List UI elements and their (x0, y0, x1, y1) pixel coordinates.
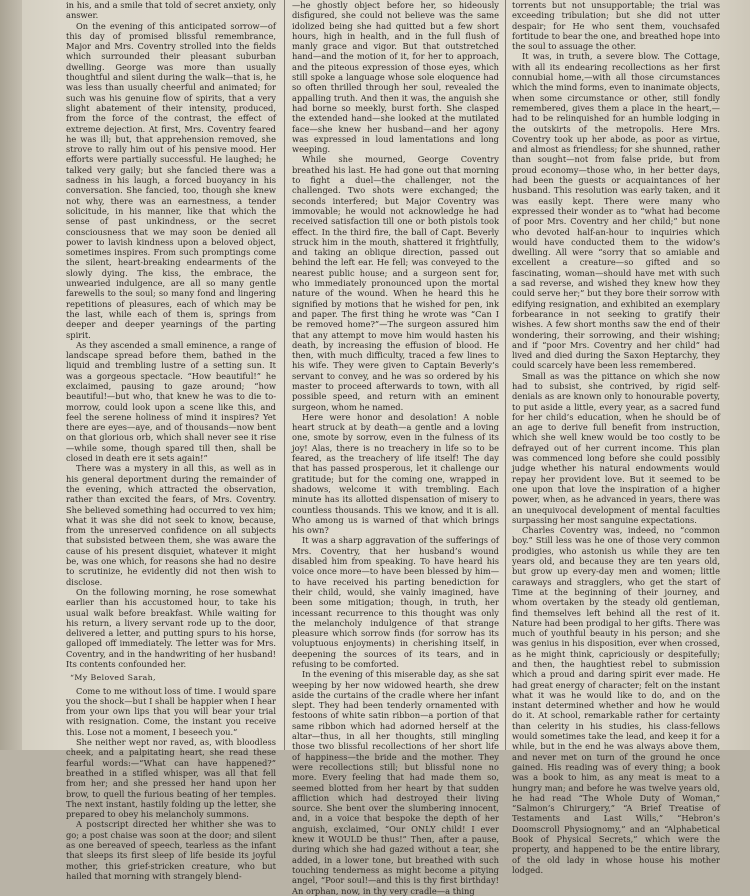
paragraph: There was a mystery in all this, as well as in his general deportment during the remainder of the evening, which attracted the observation, rather than excited the fears, of Mrs. Coventry. She believed something had occurred to vex him; what it was she did not seek to know, because, from the unreserved confidence on all subjects that subsisted between them, she was aware the cause of his present disquiet, whatever it might be, was one which, for reasons she had no desire to scrutinize, he evidently did not then wish to disclose. (66, 463, 276, 587)
text-column-2 (292, 0, 499, 896)
page-gutter-shadow (0, 0, 22, 750)
paragraph: While she mourned, George Coventry breathed his last. He had gone out that morning to fight a duel—the challenger, not the challenged. Two shots were exchanged; the seconds interfered; but Major Coventry was immovable; he would not acknowledge he had received satisfaction till one or both pistols took effect. In the third fire, the ball of Capt. Beverly struck him in the mouth, shattered it frightfully, and taking an oblique direction, passed out behind the left ear. He fell; was conveyed to the nearest public house; and a surgeon sent for, who immediately pronounced upon the mortal nature of the wound. When he heard this he signified by motions that he wished for pen, ink and paper. The first thing he wrote was “Can I be removed home?”—The surgeon assured him that any attempt to move him would hasten his death, by increasing the effusion of blood. He then, with much difficulty, traced a few lines to his wife. They were given to Captain Beverly’s servant to convey, and he was so ordered by his master to proceed afterwards to town, with all possible speed, and return with an eminent surgeon, whom he named. (292, 154, 499, 412)
paragraph: Small as was the pittance on which she now had to subsist, she contrived, by rigid self-denials as are known only to honourable poverty, to put aside a little, every year, as a sacred fund for her child’s education, when he should be of an age to derive full benefit from instruction, which she well knew would be too costly to be defrayed out of her current income. This plan was commenced long before she could possibly judge whether his natural endowments would repay her provident love. But it seemed to be one upon that love the inspiration of a higher power, when, as he advanced in years, there was an unequivocal development of mental faculties surpassing her most sanguine expectations. (512, 370, 720, 525)
paragraph: She neither wept nor raved, as, with bloodless cheek, and a palpitating heart, she read these fearful words:—“What can have happened?” breathed in a stifled whisper, was all that fell from her; and she pressed her hand upon her brow, to quell the furious beating of her temples. The next instant, hastily folding up the letter, she prepared to obey his melancholy summons. (66, 737, 276, 820)
paragraph: It was, in truth, a severe blow. The Cottage, with all its endearing recollections as her first connubial home,—with all those circumstances which the mind forms, even to inanimate objects, when some circumstance or other, still fondly remembered, gives them a place in the heart,—had to be relinquished for an humble lodging in the outskirts of the metropolis. Here Mrs. Coventry took up her abode, as poor as virtue, and almost as friendless; for she shunned, rather than sought—not from false pride, but from proud economy—those who, in her better days, had been the guests or acquaintances of her husband. This resolution was early taken, and it was easily kept. There were many who expressed their wonder as to “what had become of poor Mrs. Coventry and her child;” but none who devoted half-an-hour to inquiries which would have conducted them to the widow’s dwelling. All were “sorry that so amiable and excellent a creature—so gifted and so fascinating, woman—should have met with such a sad reverse, and wished they knew how they could serve her;” but they bore their sorrow with edifying resignation, and exhibited an exemplary forbearance in not seeking to gratify their wishes. A few short months saw the end of their wondering, their sorrowing, and their wishing; and if “poor Mrs. Coventry and her child” had lived and died during the Saxon Heptarchy, they could scarcely have been less remembered. (512, 51, 720, 371)
paragraph: In the evening of this miserable day, as she sat weeping by her now widowed hearth, she drew aside the curtains of the cradle where her infant slept. They had been tenderly ornamented with festoons of white satin ribbon—a portion of that same ribbon which had adorned herself at the altar—thus, in all her thoughts, still mingling those two blissful recollections of her short life of happiness—the bride and the mother. They were recollections still; but blissful none no more. Every feeling that had made them so, seemed blotted from her heart by that sudden affliction which had destroyed their living source. She bent over the slumbering innocent, and, in a voice that bespoke the depth of her anguish, exclaimed, “Our ONLY child! I ever knew it WOULD be thus!” Then, after a pause, during which she had gazed without a tear, she added, in a lower tone, but breathed with such touching tenderness as might become a pitying angel, “Poor soul!—and this is thy first birthday! An orphan, now, in thy very cradle—a thing (292, 669, 499, 896)
text-column-1 (66, 0, 276, 881)
paragraph: Charles Coventry was, indeed, no “common boy.” Still less was he one of those very common prodigies, who astonish us while they are ten years old, and because they are ten years old, but grow up every-day men and women; little caraways and stragglers, who get the start of Time at the beginning of their journey, and whom overtaken by the steady old gentleman, find themselves left behind all the rest of it. Nature had been prodigal to her gifts. There was much of youthful beauty in his person; and she was genius in his disposition, ever when crossed, as he might think, capriciously or despitefully; and then, the haughtiest rebel to submission which a proud and daring spirit ever made. He had great energy of character; felt on the instant what it was he would like to do, and on the instant determined whether and how he would do it. At school, remarkable rather for certainty than celerity in his studies, his class-fellows would sometimes take the lead, and keep it for a while, but in the end he was always above them, and never met on turn of the ground he once gained. His reading was of every thing; a book was a book to him, as any meat is meat to a hungry man; and before he was twelve years old, he had read “The Whole Duty of Woman,” “Salmon’s Chirurgery,” “A Brief Treatise of Testaments and Last Wills,” “Hebron’s Doomscroll Physiognomy,” and an “Alphabetical Book of Physical Secrets,” which were the property, and happened to be the entire library, of the old lady in whose house his mother lodged. (512, 525, 720, 875)
text-column-3 (512, 0, 720, 875)
paragraph: On the evening of this anticipated sorrow—of this day of promised blissful remembrance, Major and Mrs. Coventry strolled into the fields which surrounded their pleasant suburban dwelling. George was more than usually thoughtful and silent during the walk—that is, he was less than usually cheerful and animated; for such was his genuine flow of spirits, that a very slight abatement of their intensity, produced, from the force of the contrast, the effect of extreme dejection. At first, Mrs. Coventry feared he was ill; but, that apprehension removed, she strove to rally him out of his pensive mood. Her efforts were partially successful. He laughed; he talked very gaily; but she fancied there was a sadness in his laugh, a forced buoyancy in his conversation. She fancied, too, though she knew not why, there was an earnestness, a tender solicitude, in his manner, like that which the sense of past unkindness, or the secret consciousness that we may soon be denied all power to lavish kindness upon a beloved object, sometimes inspires. From such promptings come the silent, heart-breaking endearments of the slowly dying. The kiss, the embrace, the unwearied indulgence, are all so many gentle farewells to the soul; so many fond and lingering repetitions of pleasures, each of which may be the last, while each of them is, springs from deeper and deeper yearnings of the parting spirit. (66, 20, 276, 340)
paragraph: Come to me without loss of time. I would spare you the shock—but I shall be happier when I hear from your own lips that you will bear your trial with resignation. Come, the instant you receive this. Lose not a moment, I beseech you.” (66, 685, 276, 737)
paragraph: Here were honor and desolation! A noble heart struck at by death—a gentle and a loving one, smote by sorrow, even in the fulness of its joy! Alas, there is no treachery in life so to be feared, as the treachery of life itself! The day that has passed prosperous, let it challenge our gratitude; but for the coming one, wrapped in shadows, welcome it with trembling. Each minute has its allotted dispensation of misery to countless thousands. This we know, and it is all. Who among us is warned of that which brings his own? (292, 411, 499, 536)
paragraph: in his, and a smile that told of secret anxiety, only answer. (66, 0, 276, 21)
paragraph: On the following morning, he rose somewhat earlier than his accustomed hour, to take his usual walk before breakfast. While waiting for his return, a livery servant rode up to the door, delivered a letter, and putting spurs to his horse, galloped off immediately. The letter was for Mrs. Coventry, and in the handwriting of her husband! Its contents confounded her. (66, 586, 276, 669)
paragraph: torrents but not unsupportable; the trial was exceeding tribulation; but she did not utter despair; for He who sent them, vouchsafed fortitude to bear the one, and breathed hope into the soul to assuage the other. (512, 0, 720, 52)
paragraph: —he ghostly object before her, so hideously disfigured, she could not believe was the same idolized being she had quitted but a few short hours, high in health, and in the full flush of manly grace and vigor. But that outstretched hand—and the motion of it, for her to approach, and the piteous expression of those eyes, which still spoke a language whose sole eloquence had so often thrilled through her soul, revealed the appalling truth. And then it was, the anguish she had borne so meekly, burst forth. She clasped the extended hand—she looked at the mutilated face—she knew her husband—and her agony was expressed in loud lamentations and long weeping. (292, 0, 499, 155)
paragraph: As they ascended a small eminence, a range of landscape spread before them, bathed in the liquid and trembling lustre of a setting sun. It was a gorgeous spectacle. “How beautiful!” he exclaimed, pausing to gaze around; “how beautiful!—but who, that knew he was to die to-morrow, could look upon a scene like this, and feel the serene holiness of mind it inspires? Yet there are eyes—aye, and of thousands—now bent on that glorious orb, which shall never see it rise—while some, though spared till then, shall be closed in death ere it sets again!” (66, 339, 276, 464)
paragraph: It was a sharp aggravation of the sufferings of Mrs. Coventry, that her husband’s wound disabled him from speaking. To have heard his voice once more—to have been blessed by him—to have received his parting benediction for their child, would, she vainly imagined, have been some mitigation; though, in truth, her incessant recurrence to this thought was only the melancholy indulgence of that strange pleasure which sorrow finds (for sorrow has its voluptuous enjoyments) in cherishing itself, in deepening the sources of its tears, and in refusing to be comforted. (292, 535, 499, 669)
column-rule-right (505, 0, 506, 750)
column-rule-left (284, 0, 285, 750)
letter-salutation: “My Beloved Sarah, (70, 673, 156, 683)
paragraph: A postscript directed her whither she was to go; a post chaise was soon at the door; and silent as one bereaved of speech, tearless as the infant that sleeps its first sleep of life beside its joyful mother, this grief-stricken creature, who but hailed that morning with strangely blend- (66, 819, 276, 881)
